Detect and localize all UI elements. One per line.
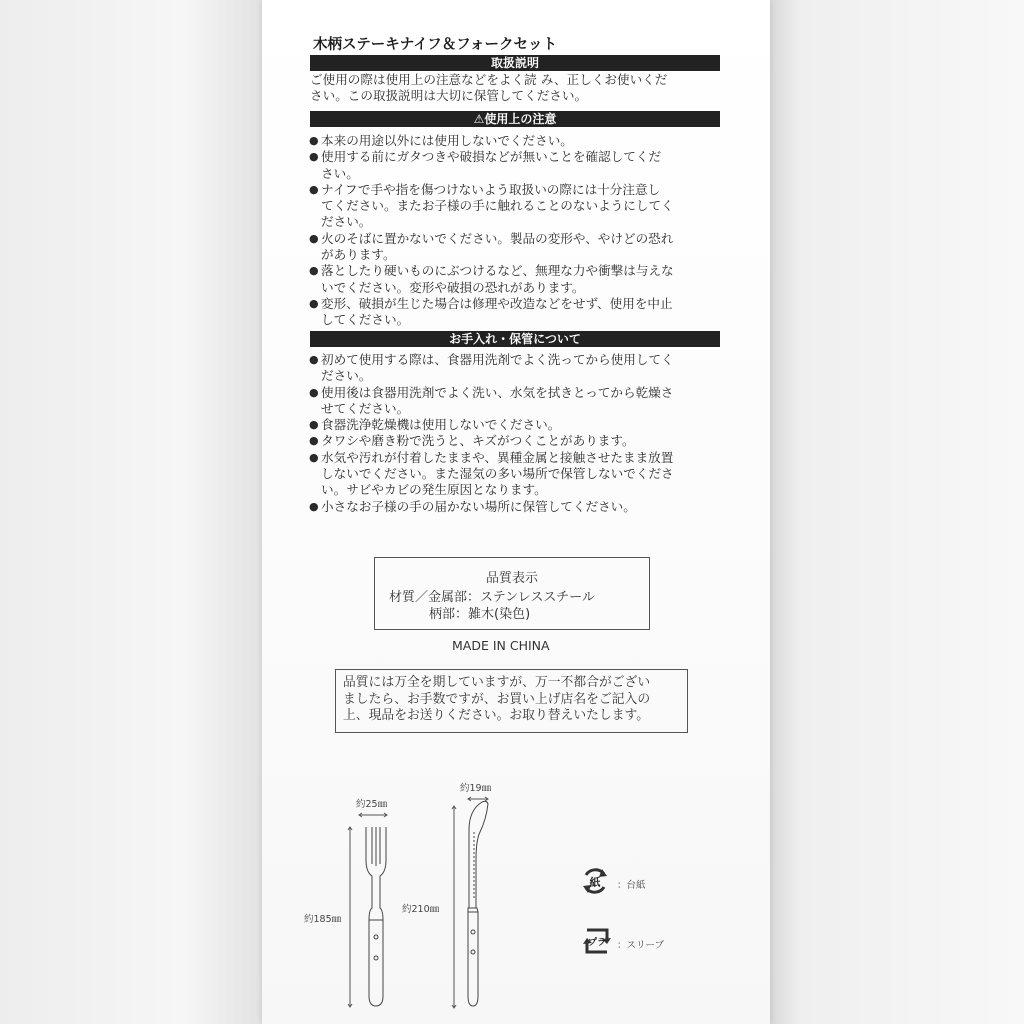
knife-length-label: 約210㎜ [402, 904, 440, 915]
text-line: いでください。変形や破損の恐れがあります。 [321, 279, 585, 295]
list-item [310, 296, 722, 329]
cautions-list [310, 133, 722, 329]
paper-label: ：台紙 [617, 880, 646, 891]
knife-width-label: 約19㎜ [460, 783, 492, 794]
paper-mark-text: 紙 [589, 876, 601, 889]
text-line: ● 初めて使用する際は、食器用洗剤でよく洗ってから使用してく [321, 352, 674, 367]
plastic-mark-text: プラ [587, 938, 607, 948]
text-line: てください。またお子様の手に触れることのないようにしてく [321, 198, 674, 214]
quality-handle: 柄部：雑木(染色) [429, 607, 531, 622]
text-line: ● 本来の用途以外には使用しないでください。 [321, 133, 573, 148]
text-line: せてください。 [321, 400, 410, 416]
cautions-heading: ⚠使用上の注意 [310, 111, 720, 127]
text-line: ● 変形、破損が生じた場合は修理や改造などをせず、使用を中止 [321, 295, 673, 311]
list-item [310, 385, 722, 418]
cutlery-illustration [262, 760, 770, 1024]
list-item [310, 149, 722, 182]
text-line: ● 使用する前にガタつきや破損などが無いことを確認してくだ [321, 149, 662, 165]
text-line: ましたら、お手数ですが、お買い上げ店名をご記入の [343, 691, 651, 707]
text-line: ● 水気や汚れが付着したままや、異種金属と接触させたまま放置 [321, 449, 674, 465]
text-line: 品質には万全を期していますが、万一不都合がござい [343, 675, 651, 690]
quality-label-box [374, 557, 650, 630]
quality-heading: 品質表示 [485, 571, 538, 586]
list-item [310, 263, 722, 296]
list-item [310, 499, 722, 515]
fork-width-arrow [359, 813, 387, 817]
notice-box [335, 669, 688, 733]
list-item [310, 133, 722, 149]
instructions-text [310, 72, 722, 105]
product-title: 木柄ステーキナイフ＆フォークセット [313, 37, 558, 53]
knife-length-arrow [452, 806, 456, 1008]
text-line: ご使用の際は使用上の注意などをよく読 み、正しくお使いくだ [310, 72, 668, 87]
text-line: ● 食器洗浄乾燥機は使用しないでください。 [321, 417, 561, 433]
background-left [0, 0, 262, 1024]
text-line: があります。 [321, 247, 396, 263]
list-item [310, 433, 722, 449]
knife-icon [468, 801, 488, 1006]
list-item [310, 231, 722, 264]
list-item [310, 450, 722, 499]
text-line: さい。この取扱説明は大切に保管してください。 [310, 88, 588, 104]
instructions-heading: 取扱説明 [310, 55, 720, 71]
list-item [310, 352, 722, 385]
text-line: 上、現品をお送りください。お取り替えいたします。 [343, 708, 650, 723]
list-item [310, 182, 722, 231]
text-line: ● タワシや磨き粉で洗うと、キズがつくことがあります。 [321, 433, 635, 449]
text-line: ● 小さなお子様の手の届かない場所に保管してください。 [321, 498, 636, 514]
quality-material: 材質／金属部：ステンレススチール [389, 590, 595, 605]
plastic-label: ：スリーブ [617, 940, 665, 951]
fork-width-label: 約25㎜ [356, 799, 388, 810]
plastic-recycle-icon [582, 926, 612, 956]
knife-width-arrow [468, 797, 488, 801]
text-line: してください。 [321, 312, 410, 328]
fork-length-arrow [348, 827, 352, 1007]
text-line: ● 火のそばに置かないでください。製品の変形や、やけどの恐れ [321, 230, 674, 246]
text-line: ださい。 [321, 368, 372, 384]
text-line: ださい。 [321, 214, 372, 230]
background-right [770, 0, 1024, 1024]
list-item [310, 417, 722, 433]
text-line: さい。 [321, 165, 359, 181]
care-list [310, 352, 722, 515]
fork-icon [366, 827, 386, 1006]
text-line: しないでください。また湿気の多い場所で保管しないでくださ [321, 466, 674, 482]
text-line: い。サビやカビの発生原因となります。 [321, 482, 547, 498]
text-line: ● ナイフで手や指を傷つけないよう取扱いの際には十分注意し [321, 181, 661, 197]
fork-length-label: 約185㎜ [304, 914, 342, 925]
text-line: ● 落としたり硬いものにぶつけるなど、無理な力や衝撃は与えな [321, 263, 674, 279]
paper-recycle-icon [580, 866, 610, 896]
country-of-origin: MADE IN CHINA [452, 638, 550, 653]
care-heading: お手入れ・保管について [310, 331, 720, 347]
text-line: ● 使用後は食器用洗剤でよく洗い、水気を拭きとってから乾燥さ [321, 384, 674, 400]
